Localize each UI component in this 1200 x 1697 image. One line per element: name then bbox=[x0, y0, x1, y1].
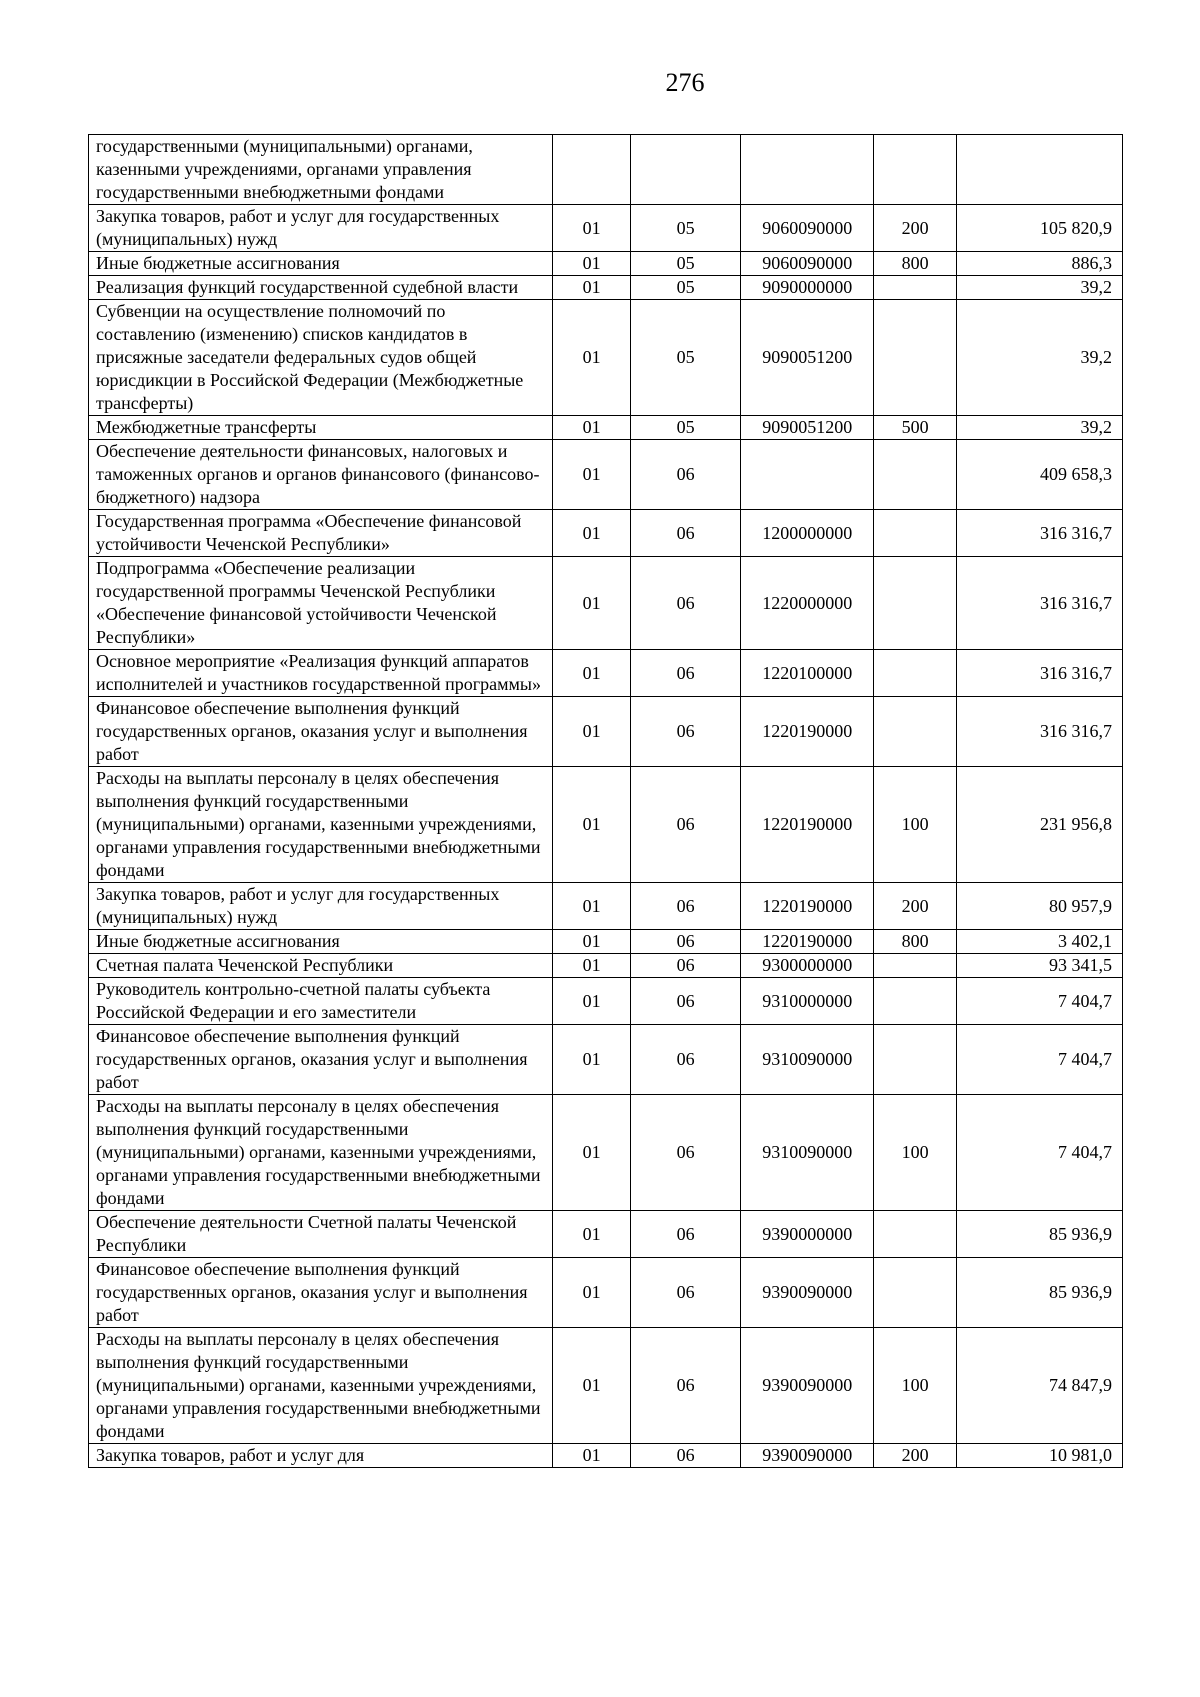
row-name-cell: Финансовое обеспечение выполнения функций государственных органов, оказания услуг и выполнения работ bbox=[89, 1025, 553, 1095]
row-target-article-cell: 9310090000 bbox=[741, 1095, 874, 1211]
row-target-article-cell: 9390090000 bbox=[741, 1444, 874, 1468]
table-row bbox=[89, 954, 1123, 978]
row-name-cell: Руководитель контрольно-счетной палаты субъекта Российской Федерации и его заместители bbox=[89, 978, 553, 1025]
row-target-article-cell: 1220190000 bbox=[741, 697, 874, 767]
row-target-article-cell: 9390090000 bbox=[741, 1258, 874, 1328]
row-target-article-cell: 1220190000 bbox=[741, 767, 874, 883]
row-section-cell: 01 bbox=[553, 767, 630, 883]
table-row bbox=[89, 557, 1123, 650]
row-name-cell: Обеспечение деятельности финансовых, налоговых и таможенных органов и органов финансового (финансово-бюджетного) надзора bbox=[89, 440, 553, 510]
row-amount-cell: 80 957,9 bbox=[957, 883, 1123, 930]
table-row bbox=[89, 300, 1123, 416]
row-amount-cell: 7 404,7 bbox=[957, 978, 1123, 1025]
table-row bbox=[89, 510, 1123, 557]
row-section-cell: 01 bbox=[553, 930, 630, 954]
row-subsection-cell: 05 bbox=[630, 276, 741, 300]
row-name-cell: Иные бюджетные ассигнования bbox=[89, 252, 553, 276]
table-row bbox=[89, 650, 1123, 697]
table-row bbox=[89, 1328, 1123, 1444]
row-section-cell: 01 bbox=[553, 1444, 630, 1468]
row-amount-cell: 886,3 bbox=[957, 252, 1123, 276]
row-section-cell: 01 bbox=[553, 697, 630, 767]
row-target-article-cell: 1220000000 bbox=[741, 557, 874, 650]
row-section-cell: 01 bbox=[553, 1095, 630, 1211]
row-name-cell: Подпрограмма «Обеспечение реализации государственной программы Чеченской Республики «Обеспечение финансовой устойчивости Чеченской Республики» bbox=[89, 557, 553, 650]
table-row bbox=[89, 276, 1123, 300]
row-amount-cell: 85 936,9 bbox=[957, 1211, 1123, 1258]
row-section-cell: 01 bbox=[553, 416, 630, 440]
row-expense-type-cell bbox=[874, 954, 957, 978]
row-section-cell: 01 bbox=[553, 1258, 630, 1328]
row-expense-type-cell: 800 bbox=[874, 930, 957, 954]
row-amount-cell: 316 316,7 bbox=[957, 557, 1123, 650]
row-amount-cell: 316 316,7 bbox=[957, 510, 1123, 557]
row-amount-cell: 316 316,7 bbox=[957, 650, 1123, 697]
row-expense-type-cell bbox=[874, 1211, 957, 1258]
row-expense-type-cell bbox=[874, 510, 957, 557]
row-target-article-cell: 1220100000 bbox=[741, 650, 874, 697]
row-amount-cell: 74 847,9 bbox=[957, 1328, 1123, 1444]
row-expense-type-cell bbox=[874, 300, 957, 416]
row-name-cell: Обеспечение деятельности Счетной палаты Чеченской Республики bbox=[89, 1211, 553, 1258]
row-amount-cell: 409 658,3 bbox=[957, 440, 1123, 510]
row-expense-type-cell: 500 bbox=[874, 416, 957, 440]
row-subsection-cell: 06 bbox=[630, 440, 741, 510]
row-target-article-cell: 1200000000 bbox=[741, 510, 874, 557]
row-target-article-cell: 9390000000 bbox=[741, 1211, 874, 1258]
row-expense-type-cell bbox=[874, 135, 957, 205]
row-subsection-cell: 06 bbox=[630, 650, 741, 697]
table-row bbox=[89, 978, 1123, 1025]
row-name-cell: государственными (муниципальными) органами, казенными учреждениями, органами управления государственными внебюджетными фондами bbox=[89, 135, 553, 205]
row-subsection-cell: 06 bbox=[630, 557, 741, 650]
row-name-cell: Основное мероприятие «Реализация функций аппаратов исполнителей и участников государственной программы» bbox=[89, 650, 553, 697]
table-row bbox=[89, 1258, 1123, 1328]
budget-table bbox=[88, 134, 1123, 1468]
table-row bbox=[89, 930, 1123, 954]
row-section-cell: 01 bbox=[553, 1025, 630, 1095]
row-section-cell: 01 bbox=[553, 1211, 630, 1258]
row-section-cell: 01 bbox=[553, 650, 630, 697]
row-name-cell: Расходы на выплаты персоналу в целях обеспечения выполнения функций государственными (муниципальными) органами, казенными учреждениями, органами управления государственными внебюджетными фондами bbox=[89, 1095, 553, 1211]
row-section-cell: 01 bbox=[553, 440, 630, 510]
row-subsection-cell: 06 bbox=[630, 1328, 741, 1444]
row-subsection-cell: 06 bbox=[630, 954, 741, 978]
row-name-cell: Счетная палата Чеченской Республики bbox=[89, 954, 553, 978]
row-expense-type-cell bbox=[874, 557, 957, 650]
row-subsection-cell: 06 bbox=[630, 767, 741, 883]
row-amount-cell: 39,2 bbox=[957, 416, 1123, 440]
row-target-article-cell: 9060090000 bbox=[741, 205, 874, 252]
row-section-cell: 01 bbox=[553, 1328, 630, 1444]
row-target-article-cell: 9390090000 bbox=[741, 1328, 874, 1444]
row-name-cell: Закупка товаров, работ и услуг для государственных (муниципальных) нужд bbox=[89, 205, 553, 252]
row-expense-type-cell: 100 bbox=[874, 767, 957, 883]
table-row bbox=[89, 1444, 1123, 1468]
row-subsection-cell: 06 bbox=[630, 1258, 741, 1328]
row-amount-cell: 85 936,9 bbox=[957, 1258, 1123, 1328]
table-row bbox=[89, 767, 1123, 883]
row-name-cell: Финансовое обеспечение выполнения функций государственных органов, оказания услуг и выполнения работ bbox=[89, 697, 553, 767]
row-section-cell: 01 bbox=[553, 978, 630, 1025]
table-row bbox=[89, 1211, 1123, 1258]
row-expense-type-cell bbox=[874, 1258, 957, 1328]
row-amount-cell: 39,2 bbox=[957, 276, 1123, 300]
row-name-cell: Расходы на выплаты персоналу в целях обеспечения выполнения функций государственными (муниципальными) органами, казенными учреждениями, органами управления государственными внебюджетными фондами bbox=[89, 767, 553, 883]
row-expense-type-cell: 100 bbox=[874, 1328, 957, 1444]
row-subsection-cell: 05 bbox=[630, 252, 741, 276]
row-subsection-cell: 05 bbox=[630, 205, 741, 252]
row-name-cell: Закупка товаров, работ и услуг для государственных (муниципальных) нужд bbox=[89, 883, 553, 930]
row-subsection-cell: 06 bbox=[630, 697, 741, 767]
table-row bbox=[89, 697, 1123, 767]
row-section-cell: 01 bbox=[553, 510, 630, 557]
row-name-cell: Финансовое обеспечение выполнения функций государственных органов, оказания услуг и выполнения работ bbox=[89, 1258, 553, 1328]
row-target-article-cell bbox=[741, 135, 874, 205]
row-expense-type-cell bbox=[874, 276, 957, 300]
table-row bbox=[89, 416, 1123, 440]
row-expense-type-cell: 200 bbox=[874, 205, 957, 252]
row-amount-cell: 7 404,7 bbox=[957, 1095, 1123, 1211]
row-expense-type-cell bbox=[874, 440, 957, 510]
row-expense-type-cell bbox=[874, 1025, 957, 1095]
row-target-article-cell: 1220190000 bbox=[741, 883, 874, 930]
row-section-cell: 01 bbox=[553, 557, 630, 650]
row-target-article-cell: 9090000000 bbox=[741, 276, 874, 300]
row-subsection-cell: 06 bbox=[630, 1444, 741, 1468]
row-amount-cell: 10 981,0 bbox=[957, 1444, 1123, 1468]
row-name-cell: Государственная программа «Обеспечение финансовой устойчивости Чеченской Республики» bbox=[89, 510, 553, 557]
row-subsection-cell: 06 bbox=[630, 510, 741, 557]
row-target-article-cell: 1220190000 bbox=[741, 930, 874, 954]
row-section-cell bbox=[553, 135, 630, 205]
row-section-cell: 01 bbox=[553, 252, 630, 276]
row-section-cell: 01 bbox=[553, 883, 630, 930]
row-amount-cell: 39,2 bbox=[957, 300, 1123, 416]
row-expense-type-cell: 200 bbox=[874, 883, 957, 930]
row-subsection-cell bbox=[630, 135, 741, 205]
row-amount-cell: 105 820,9 bbox=[957, 205, 1123, 252]
row-target-article-cell: 9090051200 bbox=[741, 300, 874, 416]
row-subsection-cell: 06 bbox=[630, 1095, 741, 1211]
row-target-article-cell: 9310000000 bbox=[741, 978, 874, 1025]
table-row bbox=[89, 440, 1123, 510]
row-target-article-cell: 9300000000 bbox=[741, 954, 874, 978]
row-amount-cell bbox=[957, 135, 1123, 205]
row-amount-cell: 7 404,7 bbox=[957, 1025, 1123, 1095]
row-name-cell: Расходы на выплаты персоналу в целях обеспечения выполнения функций государственными (муниципальными) органами, казенными учреждениями, органами управления государственными внебюджетными фондами bbox=[89, 1328, 553, 1444]
row-name-cell: Межбюджетные трансферты bbox=[89, 416, 553, 440]
table-row bbox=[89, 1025, 1123, 1095]
row-subsection-cell: 06 bbox=[630, 1211, 741, 1258]
row-subsection-cell: 05 bbox=[630, 416, 741, 440]
row-section-cell: 01 bbox=[553, 205, 630, 252]
row-section-cell: 01 bbox=[553, 300, 630, 416]
row-expense-type-cell bbox=[874, 650, 957, 697]
table-row bbox=[89, 883, 1123, 930]
row-target-article-cell: 9060090000 bbox=[741, 252, 874, 276]
row-amount-cell: 3 402,1 bbox=[957, 930, 1123, 954]
row-target-article-cell: 9090051200 bbox=[741, 416, 874, 440]
row-expense-type-cell: 100 bbox=[874, 1095, 957, 1211]
page-number: 276 bbox=[665, 68, 705, 97]
row-section-cell: 01 bbox=[553, 954, 630, 978]
row-expense-type-cell: 200 bbox=[874, 1444, 957, 1468]
row-subsection-cell: 06 bbox=[630, 1025, 741, 1095]
row-subsection-cell: 06 bbox=[630, 883, 741, 930]
table-row bbox=[89, 135, 1123, 205]
row-expense-type-cell bbox=[874, 978, 957, 1025]
row-subsection-cell: 06 bbox=[630, 930, 741, 954]
row-target-article-cell bbox=[741, 440, 874, 510]
row-expense-type-cell: 800 bbox=[874, 252, 957, 276]
row-section-cell: 01 bbox=[553, 276, 630, 300]
table-row bbox=[89, 205, 1123, 252]
row-amount-cell: 231 956,8 bbox=[957, 767, 1123, 883]
table-body bbox=[89, 135, 1123, 1468]
row-amount-cell: 316 316,7 bbox=[957, 697, 1123, 767]
row-subsection-cell: 06 bbox=[630, 978, 741, 1025]
row-name-cell: Реализация функций государственной судебной власти bbox=[89, 276, 553, 300]
row-name-cell: Иные бюджетные ассигнования bbox=[89, 930, 553, 954]
row-target-article-cell: 9310090000 bbox=[741, 1025, 874, 1095]
table-row bbox=[89, 252, 1123, 276]
table-row bbox=[89, 1095, 1123, 1211]
row-amount-cell: 93 341,5 bbox=[957, 954, 1123, 978]
row-subsection-cell: 05 bbox=[630, 300, 741, 416]
row-name-cell: Закупка товаров, работ и услуг для bbox=[89, 1444, 553, 1468]
row-expense-type-cell bbox=[874, 697, 957, 767]
row-name-cell: Субвенции на осуществление полномочий по составлению (изменению) списков кандидатов в присяжные заседатели федеральных судов общей юрисдикции в Российской Федерации (Межбюджетные трансферты) bbox=[89, 300, 553, 416]
